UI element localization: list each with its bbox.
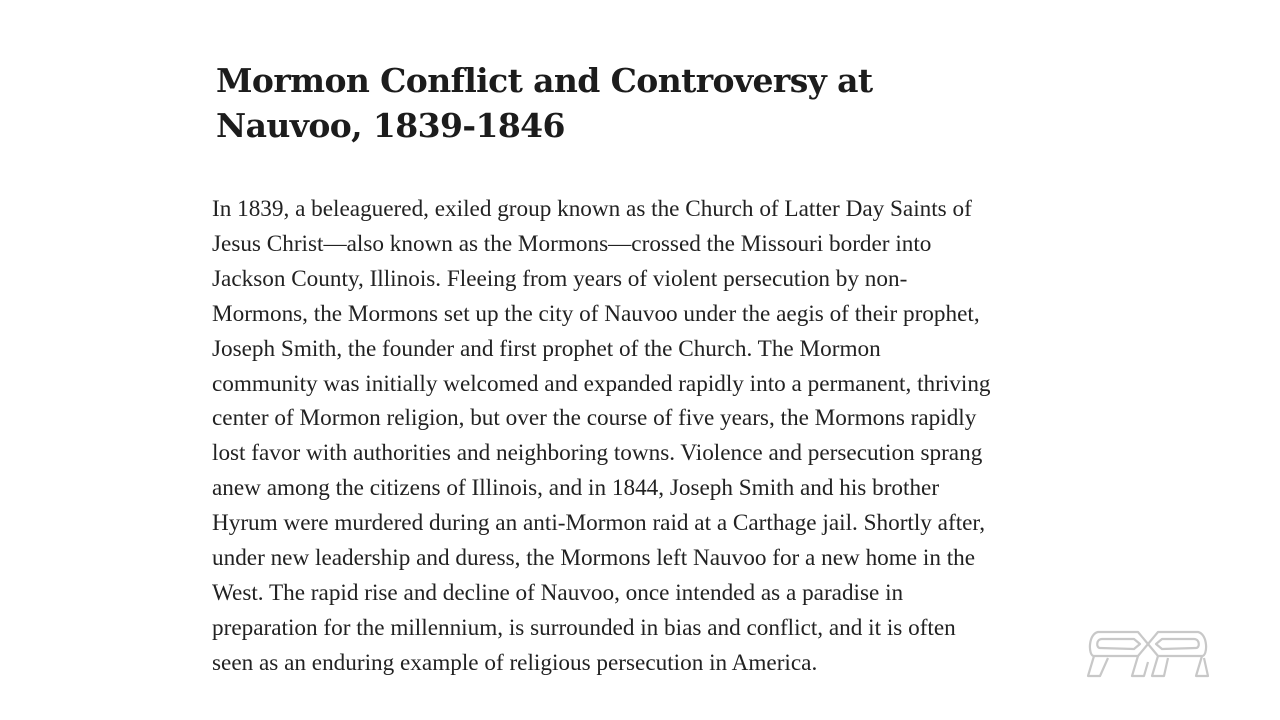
page-title xyxy=(216,58,976,148)
paragraph-line: In 1839, a beleaguered, exiled group known as the Church of Latter Day Saints of xyxy=(212,196,972,222)
paragraph-line: center of Mormon religion, but over the course of five years, the Mormons rapidly xyxy=(212,405,977,432)
paragraph-line: community was initially welcomed and expanded rapidly into a permanent, thriving xyxy=(212,370,991,397)
rr-logo-icon xyxy=(1086,628,1210,680)
title-line: Nauvoo, 1839-1846 xyxy=(216,106,565,145)
paragraph-line: anew among the citizens of Illinois, and in 1844, Joseph Smith and his brother xyxy=(212,475,940,502)
paragraph-line: Hyrum were murdered during an anti-Mormon raid at a Carthage jail. Shortly after, xyxy=(212,510,986,537)
paragraph-line: lost favor with authorities and neighboring towns. Violence and persecution sprang xyxy=(212,440,983,467)
body-paragraph xyxy=(212,192,1092,681)
paragraph-line: under new leadership and duress, the Mormons left Nauvoo for a new home in the xyxy=(212,545,976,572)
paragraph-line: West. The rapid rise and decline of Nauvoo, once intended as a paradise in xyxy=(212,579,904,606)
paragraph-line: Mormons, the Mormons set up the city of Nauvoo under the aegis of their prophet, xyxy=(212,300,980,327)
title-line: Mormon Conflict and Controversy at xyxy=(216,61,873,100)
paragraph-line: preparation for the millennium, is surrounded in bias and conflict, and it is often xyxy=(212,614,956,641)
paragraph-line: Jesus Christ—also known as the Mormons—crossed the Missouri border into xyxy=(212,230,932,257)
paragraph-line: Jackson County, Illinois. Fleeing from years of violent persecution by non- xyxy=(212,265,908,292)
paragraph-line: Joseph Smith, the founder and first prophet of the Church. The Mormon xyxy=(212,335,881,362)
paragraph-line: seen as an enduring example of religious persecution in America. xyxy=(212,649,818,676)
